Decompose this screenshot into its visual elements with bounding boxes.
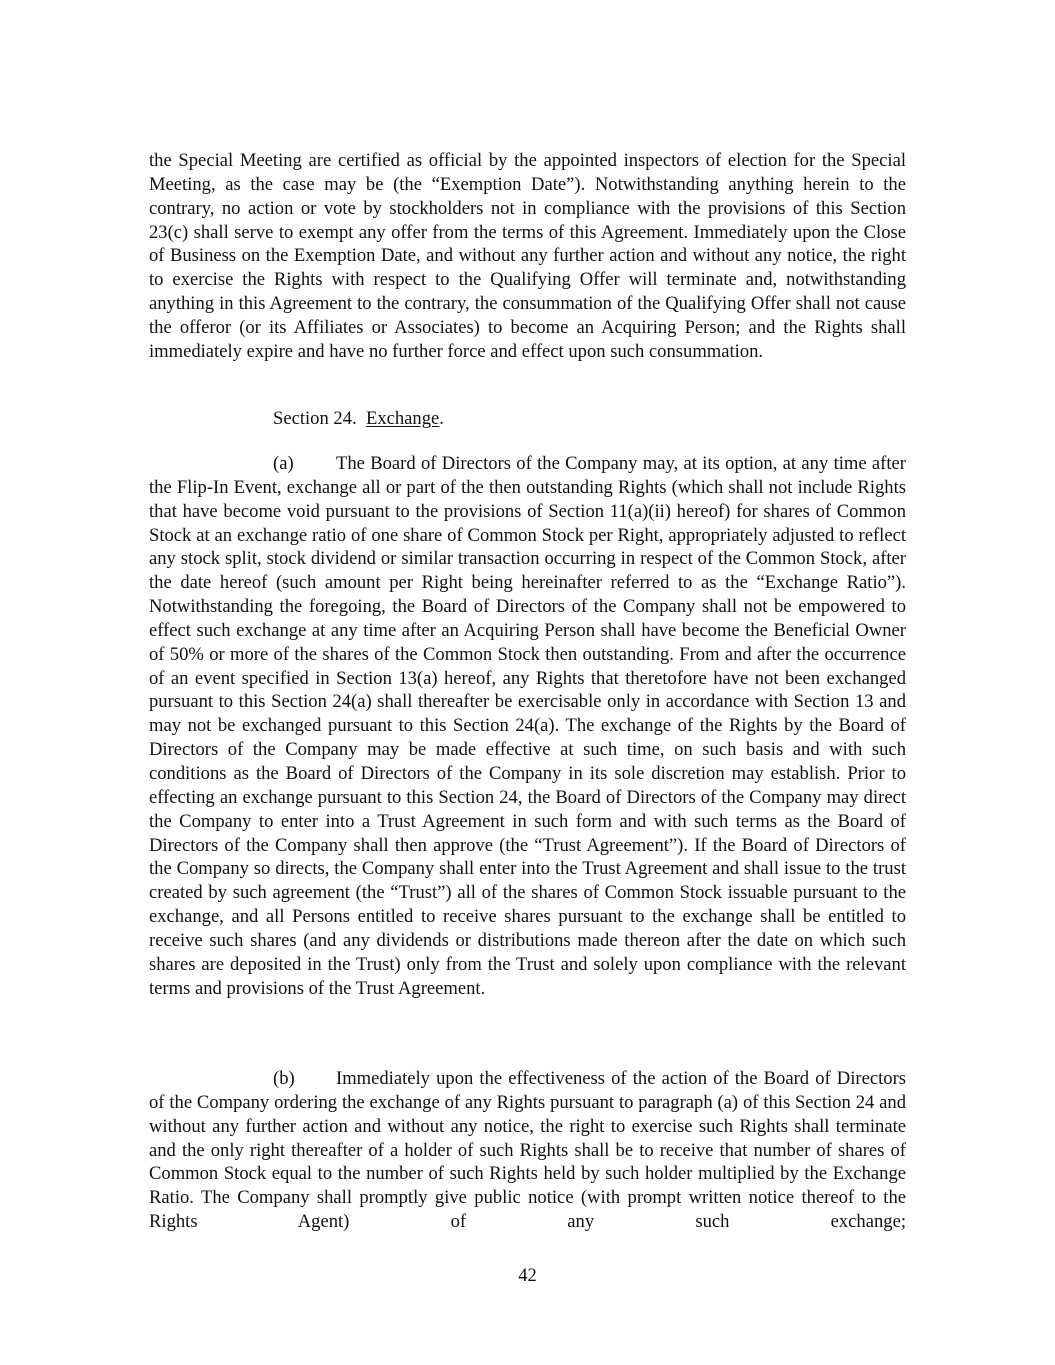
section-number: Section 24. (273, 408, 357, 429)
paragraph-b-text: Immediately upon the effectiveness of the action of the Board of Directors of the Company ordering the exchange of any Rights pursuant to paragraph (a) of this Section 24 and without any further action and without any notice, the right to exercise such Rights shall terminate and the only right thereafter of a holder of such Rights shall be to receive that number of shares of Common Stock equal to the number of such Rights held by such holder multiplied by the Exchange Ratio. The Company shall promptly give public notice (with prompt written notice thereof to the Rights Agent) of any such exchange; (149, 1068, 906, 1233)
page-number: 42 (518, 1265, 537, 1286)
paragraph-a (149, 452, 906, 1000)
paragraph-b-marker: (b) (273, 1068, 295, 1089)
section-heading (273, 407, 444, 431)
section-title-period: . (439, 408, 444, 429)
continuation-paragraph: the Special Meeting are certified as official by the appointed inspectors of election for the Special Meeting, as the case may be (the “Exemption Date”). Notwithstanding anything herein to the contrary, no action or vote by stockholders not in compliance with the provisions of this Section 23(c) shall serve to exempt any offer from the terms of this Agreement. Immediately upon the Close of Business on the Exemption Date, and without any further action and without any notice, the right to exercise the Rights with respect to the Qualifying Offer will terminate and, notwithstanding anything in this Agreement to the contrary, the consummation of the Qualifying Offer shall not cause the offeror (or its Affiliates or Associates) to become an Acquiring Person; and the Rights shall immediately expire and have no further force and effect upon such consummation. (149, 150, 906, 362)
paragraph-a-marker: (a) (273, 453, 294, 474)
section-title: Exchange (365, 408, 440, 429)
paragraph-b (149, 1067, 906, 1234)
paragraph-a-text: The Board of Directors of the Company may, at its option, at any time after the Flip-In Event, exchange all or part of the then outstanding Rights (which shall not include Rights that have become void pursuant to the provisions of Section 11(a)(ii) hereof) for shares of Common Stock at an exchange ratio of one share of Common Stock per Right, appropriately adjusted to reflect any stock split, stock dividend or similar transaction occurring in respect of the Common Stock, after the date hereof (such amount per Right being hereinafter referred to as the “Exchange Ratio”). Notwithstanding the foregoing, the Board of Directors of the Company shall not be empowered to effect such exchange at any time after an Acquiring Person shall have become the Beneficial Owner of 50% or more of the shares of the Common Stock then outstanding. From and after the occurrence of an event specified in Section 13(a) hereof, any Rights that theretofore have not been exchanged pursuant to this Section 24(a) shall thereafter be exercisable only in accordance with Section 13 and may not be exchanged pursuant to this Section 24(a). The exchange of the Rights by the Board of Directors of the Company may be made effective at such time, on such basis and with such conditions as the Board of Directors of the Company in its sole discretion may establish. Prior to effecting an exchange pursuant to this Section 24, the Board of Directors of the Company may direct the Company to enter into a Trust Agreement in such form and with such terms as the Board of Directors of the Company shall then approve (the “Trust Agreement”). If the Board of Directors of the Company so directs, the Company shall enter into the Trust Agreement and shall issue to the trust created by such agreement (the “Trust”) all of the shares of Common Stock issuable pursuant to the exchange, and all Persons entitled to receive shares pursuant to the exchange shall be entitled to receive such shares (and any dividends or distributions made thereon after the date on which such shares are deposited in the Trust) only from the Trust and solely upon compliance with the relevant terms and provisions of the Trust Agreement. (149, 453, 906, 999)
